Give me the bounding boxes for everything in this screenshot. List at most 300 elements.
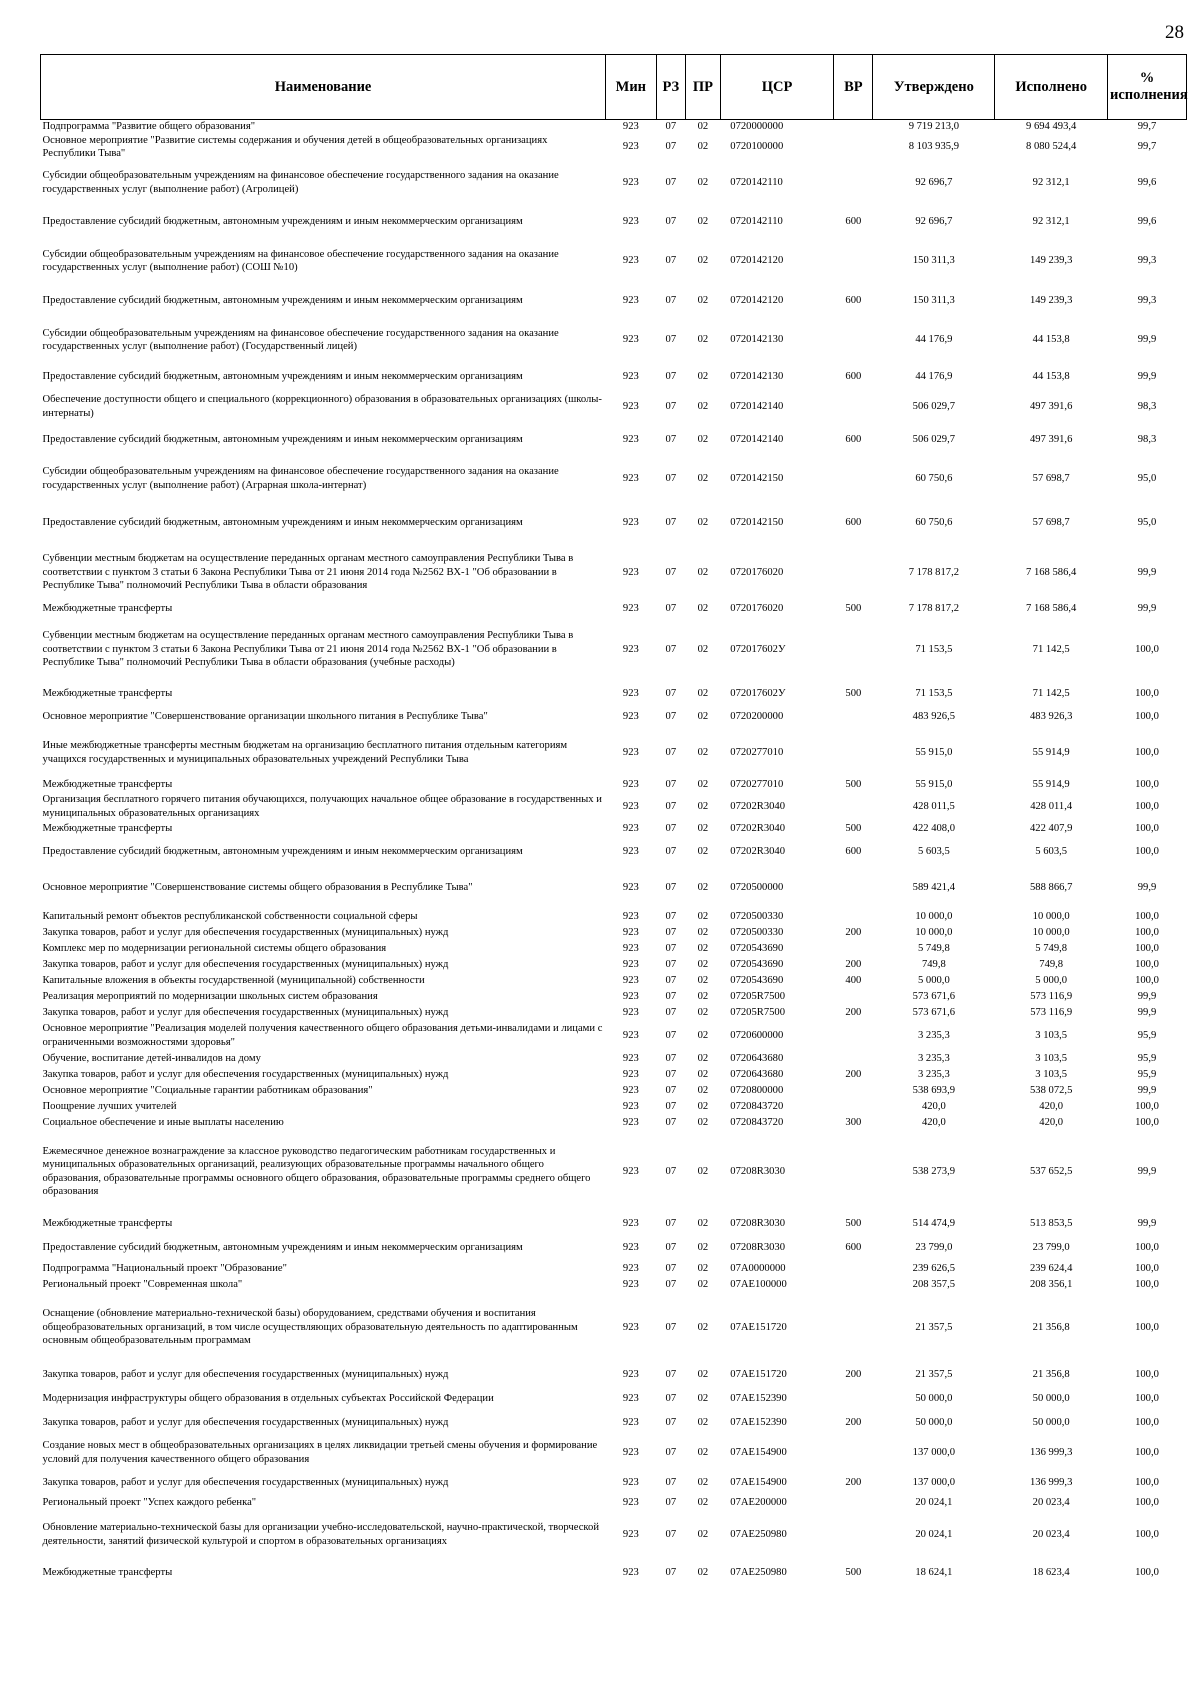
row-percent: 99,9 [1137, 1084, 1157, 1096]
row-percent: 99,3 [1137, 255, 1157, 267]
row-approved: 23 799,0 [915, 1241, 953, 1253]
row-name: Закупка товаров, работ и услуг для обеспечения государственных (муниципальных) нужд [42, 1416, 449, 1428]
row-rz: 07 [665, 176, 677, 188]
row-rz: 07 [665, 643, 677, 655]
row-vr: 600 [845, 516, 862, 528]
row-percent: 99,9 [1137, 1165, 1157, 1177]
row-vr [834, 729, 873, 777]
row-percent: 100,0 [1135, 942, 1159, 954]
row-vr [834, 1099, 873, 1115]
row-pr: 02 [697, 746, 709, 758]
row-percent: 99,6 [1137, 215, 1157, 227]
table-row [41, 867, 1187, 909]
row-min: 923 [622, 974, 639, 986]
row-rz: 07 [665, 1416, 677, 1428]
row-vr: 500 [845, 1566, 862, 1578]
row-csr: 07AE154900 [730, 1476, 787, 1488]
row-approved: 137 000,0 [912, 1446, 956, 1458]
table-row [41, 1021, 1187, 1051]
row-csr: 0720843720 [730, 1100, 784, 1112]
row-name: Региональный проект "Успех каждого ребенка" [42, 1496, 257, 1508]
row-pr: 02 [697, 926, 709, 938]
row-percent: 100,0 [1135, 746, 1159, 758]
row-pr: 02 [697, 710, 709, 722]
row-min: 923 [622, 433, 639, 445]
row-executed: 20 023,4 [1032, 1496, 1070, 1508]
row-vr: 600 [845, 215, 862, 227]
row-pr: 02 [697, 1368, 709, 1380]
row-rz: 07 [665, 746, 677, 758]
row-csr: 07208R3030 [730, 1241, 786, 1253]
row-vr [834, 793, 873, 821]
row-min: 923 [622, 121, 639, 132]
table-row [41, 318, 1187, 363]
row-pr: 02 [697, 1262, 709, 1274]
table-row [41, 821, 1187, 837]
row-approved: 55 915,0 [915, 746, 953, 758]
header-approved: Утверждено [873, 55, 995, 120]
row-csr: 072017602У [730, 643, 786, 655]
row-csr: 0720142110 [730, 215, 783, 227]
row-name: Межбюджетные трансферты [42, 687, 173, 699]
row-csr: 0720142110 [730, 176, 783, 188]
row-min: 923 [622, 1496, 639, 1508]
row-vr [834, 161, 873, 205]
row-min: 923 [622, 566, 639, 578]
row-min: 923 [622, 822, 639, 834]
row-approved: 506 029,7 [912, 400, 956, 412]
row-approved: 3 235,3 [917, 1068, 950, 1080]
row-pr: 02 [697, 1116, 709, 1128]
row-vr [834, 1083, 873, 1099]
row-approved: 239 626,5 [912, 1262, 956, 1274]
row-executed: 7 168 586,4 [1026, 566, 1077, 578]
table-row [41, 909, 1187, 925]
row-executed: 149 239,3 [1030, 255, 1073, 267]
table-row [41, 925, 1187, 941]
row-rz: 07 [665, 881, 677, 893]
row-csr: 0720543690 [730, 974, 784, 986]
row-min: 923 [622, 176, 639, 188]
row-rz: 07 [665, 566, 677, 578]
row-vr [834, 617, 873, 683]
table-body [41, 120, 1187, 1587]
row-name: Социальное обеспечение и иные выплаты населению [42, 1116, 284, 1128]
row-csr: 0720142120 [730, 255, 784, 267]
row-name: Предоставление субсидий бюджетным, автономным учреждениям и иным некоммерческим организациям [42, 1241, 523, 1253]
row-rz: 07 [665, 1100, 677, 1112]
row-vr [834, 120, 873, 134]
row-name: Предоставление субсидий бюджетным, автономным учреждениям и иным некоммерческим организациям [42, 370, 523, 382]
row-vr: 600 [845, 294, 862, 306]
table-row [41, 1495, 1187, 1511]
table-row [41, 120, 1187, 134]
row-percent: 100,0 [1135, 1262, 1159, 1274]
row-percent: 99,9 [1137, 1217, 1157, 1229]
row-csr: 0720643680 [730, 1052, 784, 1064]
row-vr: 200 [845, 1006, 862, 1018]
row-pr: 02 [697, 990, 709, 1002]
row-name: Обучение, воспитание детей-инвалидов на дому [42, 1052, 261, 1064]
row-csr: 0720500330 [730, 910, 784, 922]
row-approved: 10 000,0 [915, 910, 953, 922]
row-csr: 07AE151720 [730, 1368, 787, 1380]
row-pr: 02 [697, 141, 709, 153]
table-row [41, 1083, 1187, 1099]
row-name: Субсидии общеобразовательным учреждениям на финансовое обеспечение государственного задания на оказание государственных услуг (выполнение работ) (Аграрная школа-интернат) [42, 466, 559, 491]
row-min: 923 [622, 1165, 639, 1177]
row-csr: 07A0000000 [730, 1262, 786, 1274]
table-row [41, 1277, 1187, 1293]
table-row [41, 1411, 1187, 1435]
row-vr [834, 457, 873, 501]
row-executed: 71 142,5 [1032, 643, 1070, 655]
row-rz: 07 [665, 141, 677, 153]
row-pr: 02 [697, 215, 709, 227]
row-executed: 10 000,0 [1032, 926, 1070, 938]
row-vr: 600 [845, 1241, 862, 1253]
row-executed: 538 072,5 [1030, 1084, 1073, 1096]
row-rz: 07 [665, 1278, 677, 1290]
row-approved: 92 696,7 [915, 176, 953, 188]
table-row [41, 239, 1187, 284]
row-min: 923 [622, 472, 639, 484]
row-executed: 208 356,1 [1030, 1278, 1073, 1290]
row-approved: 60 750,6 [915, 472, 953, 484]
row-vr [834, 1435, 873, 1471]
row-approved: 50 000,0 [915, 1416, 953, 1428]
row-pr: 02 [697, 643, 709, 655]
row-approved: 5 000,0 [917, 974, 950, 986]
row-name: Межбюджетные трансферты [42, 602, 173, 614]
row-executed: 3 103,5 [1035, 1068, 1068, 1080]
row-executed: 21 356,8 [1032, 1321, 1070, 1333]
row-csr: 07202R3040 [730, 822, 786, 834]
row-percent: 100,0 [1135, 1368, 1159, 1380]
row-pr: 02 [697, 822, 709, 834]
row-csr: 07205R7500 [730, 990, 786, 1002]
row-executed: 9 694 493,4 [1026, 121, 1077, 132]
row-approved: 20 024,1 [915, 1528, 953, 1540]
row-percent: 100,0 [1135, 926, 1159, 938]
row-executed: 57 698,7 [1032, 516, 1070, 528]
row-percent: 100,0 [1135, 1528, 1159, 1540]
row-approved: 7 178 817,2 [908, 566, 960, 578]
row-min: 923 [622, 643, 639, 655]
row-min: 923 [622, 845, 639, 857]
row-min: 923 [622, 1052, 639, 1064]
row-pr: 02 [697, 1100, 709, 1112]
row-vr: 500 [845, 602, 862, 614]
row-approved: 50 000,0 [915, 1392, 953, 1404]
row-percent: 98,3 [1137, 433, 1157, 445]
row-pr: 02 [697, 910, 709, 922]
row-min: 923 [622, 1416, 639, 1428]
row-percent: 99,9 [1137, 1006, 1157, 1018]
table-row [41, 957, 1187, 973]
row-percent: 95,0 [1137, 472, 1157, 484]
row-csr: 0720543690 [730, 958, 784, 970]
row-pr: 02 [697, 566, 709, 578]
row-name: Капитальный ремонт объектов республиканской собственности социальной сферы [42, 910, 418, 922]
row-csr: 07AE151720 [730, 1321, 787, 1333]
row-min: 923 [622, 516, 639, 528]
row-name: Закупка товаров, работ и услуг для обеспечения государственных (муниципальных) нужд [42, 1476, 449, 1488]
header-percent: % исполнения [1107, 55, 1186, 120]
row-vr [834, 1293, 873, 1363]
row-approved: 20 024,1 [915, 1496, 953, 1508]
row-min: 923 [622, 1446, 639, 1458]
row-pr: 02 [697, 1446, 709, 1458]
row-rz: 07 [665, 1052, 677, 1064]
row-min: 923 [622, 1116, 639, 1128]
row-percent: 100,0 [1135, 1100, 1159, 1112]
table-row [41, 545, 1187, 601]
row-name: Закупка товаров, работ и услуг для обеспечения государственных (муниципальных) нужд [42, 926, 449, 938]
row-approved: 55 915,0 [915, 778, 953, 790]
row-min: 923 [622, 710, 639, 722]
row-approved: 44 176,9 [915, 334, 953, 346]
row-approved: 3 235,3 [917, 1052, 950, 1064]
row-name: Основное мероприятие "Социальные гарантии работникам образования" [42, 1084, 373, 1096]
row-csr: 0720800000 [730, 1084, 784, 1096]
row-rz: 07 [665, 687, 677, 699]
table-row [41, 423, 1187, 457]
table-row [41, 1387, 1187, 1411]
row-name: Реализация мероприятий по модернизации школьных систем образования [42, 990, 378, 1002]
row-csr: 07AE152390 [730, 1416, 787, 1428]
table-row [41, 205, 1187, 239]
table-header-row [41, 55, 1187, 120]
row-rz: 07 [665, 1241, 677, 1253]
row-executed: 50 000,0 [1032, 1392, 1070, 1404]
row-pr: 02 [697, 334, 709, 346]
row-min: 923 [622, 1392, 639, 1404]
row-executed: 5 749,8 [1035, 942, 1068, 954]
row-pr: 02 [697, 176, 709, 188]
row-rz: 07 [665, 974, 677, 986]
row-approved: 506 029,7 [912, 433, 956, 445]
row-approved: 3 235,3 [917, 1029, 950, 1041]
row-executed: 55 914,9 [1032, 746, 1070, 758]
row-rz: 07 [665, 926, 677, 938]
table-row [41, 161, 1187, 205]
row-min: 923 [622, 687, 639, 699]
row-name: Модернизация инфраструктуры общего образования в отдельных субъектах Российской Федерации [42, 1392, 494, 1404]
row-min: 923 [622, 800, 639, 812]
row-min: 923 [622, 255, 639, 267]
table-row [41, 617, 1187, 683]
row-min: 923 [622, 1476, 639, 1488]
row-executed: 537 652,5 [1030, 1165, 1073, 1177]
row-executed: 420,0 [1039, 1100, 1064, 1112]
row-rz: 07 [665, 1029, 677, 1041]
row-approved: 21 357,5 [915, 1321, 953, 1333]
row-rz: 07 [665, 1116, 677, 1128]
row-name: Организация бесплатного горячего питания обучающихся, получающих начальное общее образование в государственных и муниципальных образовательных организациях [42, 794, 602, 819]
table-row [41, 1235, 1187, 1261]
row-rz: 07 [665, 822, 677, 834]
row-name: Региональный проект "Современная школа" [42, 1278, 243, 1290]
row-executed: 483 926,3 [1030, 710, 1073, 722]
row-vr: 200 [845, 958, 862, 970]
row-rz: 07 [665, 1528, 677, 1540]
table-row [41, 1435, 1187, 1471]
row-rz: 07 [665, 472, 677, 484]
header-vr: ВР [834, 55, 873, 120]
row-pr: 02 [697, 516, 709, 528]
row-name: Обновление материально-технической базы для организации учебно-исследовательской, научно-практической, творческой деятельности, занятий физической культурой и спортом в образовательных организациях [42, 1522, 600, 1547]
row-executed: 3 103,5 [1035, 1029, 1068, 1041]
table-row [41, 1293, 1187, 1363]
row-pr: 02 [697, 1006, 709, 1018]
row-percent: 100,0 [1135, 800, 1159, 812]
row-executed: 5 000,0 [1035, 974, 1068, 986]
row-min: 923 [622, 215, 639, 227]
row-executed: 497 391,6 [1030, 400, 1073, 412]
row-csr: 0720142130 [730, 370, 784, 382]
row-min: 923 [622, 1262, 639, 1274]
row-approved: 7 178 817,2 [908, 602, 960, 614]
table-row [41, 683, 1187, 705]
row-executed: 136 999,3 [1030, 1476, 1073, 1488]
row-approved: 150 311,3 [912, 294, 955, 306]
row-vr: 500 [845, 778, 862, 790]
row-min: 923 [622, 926, 639, 938]
row-percent: 100,0 [1135, 845, 1159, 857]
row-approved: 150 311,3 [912, 255, 955, 267]
row-approved: 8 103 935,9 [908, 141, 960, 153]
row-rz: 07 [665, 1446, 677, 1458]
row-min: 923 [622, 1241, 639, 1253]
row-executed: 513 853,5 [1030, 1217, 1073, 1229]
row-csr: 0720142130 [730, 334, 784, 346]
row-name: Оснащение (обновление материально-технической базы) оборудованием, средствами обучения и воспитания общеобразовательных организаций, в том числе осуществляющих образовательную деятельность по адаптированным основным общеобразовательным программам [42, 1308, 578, 1347]
row-executed: 71 142,5 [1032, 687, 1070, 699]
row-min: 923 [622, 778, 639, 790]
row-rz: 07 [665, 121, 677, 132]
row-executed: 55 914,9 [1032, 778, 1070, 790]
row-rz: 07 [665, 1068, 677, 1080]
row-csr: 07202R3040 [730, 800, 786, 812]
row-percent: 100,0 [1135, 687, 1159, 699]
row-percent: 100,0 [1135, 1496, 1159, 1508]
row-percent: 100,0 [1135, 1116, 1159, 1128]
row-csr: 0720500330 [730, 926, 784, 938]
row-percent: 100,0 [1135, 1566, 1159, 1578]
row-vr: 500 [845, 687, 862, 699]
row-percent: 99,6 [1137, 176, 1157, 188]
row-csr: 07AE152390 [730, 1392, 787, 1404]
row-rz: 07 [665, 215, 677, 227]
row-approved: 71 153,5 [915, 687, 953, 699]
row-rz: 07 [665, 845, 677, 857]
row-vr: 600 [845, 433, 862, 445]
table-row [41, 941, 1187, 957]
row-percent: 95,9 [1137, 1068, 1157, 1080]
row-executed: 10 000,0 [1032, 910, 1070, 922]
table-row [41, 1363, 1187, 1387]
row-csr: 0720200000 [730, 710, 784, 722]
row-vr: 500 [845, 1217, 862, 1229]
row-csr: 0720600000 [730, 1029, 784, 1041]
row-name: Обеспечение доступности общего и специального (коррекционного) образования в образовательных организациях (школы-интернаты) [42, 394, 602, 419]
row-name: Субсидии общеобразовательным учреждениям на финансовое обеспечение государственного задания на оказание государственных услуг (выполнение работ) (СОШ №10) [42, 248, 559, 274]
row-vr: 200 [845, 1476, 862, 1488]
row-min: 923 [622, 881, 639, 893]
table-row [41, 777, 1187, 793]
row-executed: 20 023,4 [1032, 1528, 1070, 1540]
row-min: 923 [622, 1321, 639, 1333]
row-csr: 0720142150 [730, 516, 784, 528]
row-rz: 07 [665, 1476, 677, 1488]
row-name: Основное мероприятие "Развитие системы содержания и обучения детей в общеобразовательных организациях Республики Тыва" [42, 134, 548, 160]
row-name: Межбюджетные трансферты [42, 778, 173, 790]
row-csr: 07AE200000 [730, 1496, 787, 1508]
row-pr: 02 [697, 1029, 709, 1041]
row-name: Основное мероприятие "Реализация моделей получения качественного общего образования детьми-инвалидами и лицами с ограниченными возможностями здоровья" [42, 1023, 603, 1048]
row-vr [834, 1021, 873, 1051]
row-percent: 100,0 [1135, 1476, 1159, 1488]
row-name: Субсидии общеобразовательным учреждениям на финансовое обеспечение государственного задания на оказание государственных услуг (выполнение работ) (Агролицей) [42, 170, 559, 195]
row-approved: 5 603,5 [917, 845, 950, 857]
row-vr [834, 239, 873, 284]
row-percent: 98,3 [1137, 400, 1157, 412]
row-vr [834, 941, 873, 957]
row-rz: 07 [665, 334, 677, 346]
table-row [41, 457, 1187, 501]
row-approved: 483 926,5 [912, 710, 956, 722]
row-min: 923 [622, 370, 639, 382]
row-csr: 0720100000 [730, 141, 784, 153]
row-name: Предоставление субсидий бюджетным, автономным учреждениям и иным некоммерческим организациям [42, 294, 523, 306]
row-pr: 02 [697, 1217, 709, 1229]
row-executed: 7 168 586,4 [1026, 602, 1077, 614]
row-csr: 0720176020 [730, 566, 784, 578]
row-executed: 749,8 [1039, 958, 1064, 970]
row-pr: 02 [697, 1496, 709, 1508]
row-percent: 99,3 [1137, 294, 1157, 306]
row-percent: 99,9 [1137, 881, 1157, 893]
row-rz: 07 [665, 1006, 677, 1018]
row-pr: 02 [697, 1476, 709, 1488]
row-executed: 50 000,0 [1032, 1416, 1070, 1428]
row-executed: 92 312,1 [1032, 215, 1070, 227]
header-executed: Исполнено [995, 55, 1108, 120]
table-row [41, 793, 1187, 821]
table-row [41, 1115, 1187, 1131]
row-vr: 200 [845, 1368, 862, 1380]
row-pr: 02 [697, 1165, 709, 1177]
row-csr: 072017602У [730, 687, 786, 699]
table-row [41, 837, 1187, 867]
row-percent: 95,0 [1137, 516, 1157, 528]
row-csr: 07AE250980 [730, 1566, 787, 1578]
row-executed: 149 239,3 [1030, 294, 1073, 306]
row-approved: 573 671,6 [912, 1006, 956, 1018]
row-rz: 07 [665, 958, 677, 970]
row-min: 923 [622, 990, 639, 1002]
row-vr [834, 545, 873, 601]
row-rz: 07 [665, 370, 677, 382]
row-vr [834, 1051, 873, 1067]
row-executed: 3 103,5 [1035, 1052, 1068, 1064]
row-vr [834, 989, 873, 1005]
row-min: 923 [622, 1068, 639, 1080]
row-executed: 497 391,6 [1030, 433, 1073, 445]
row-csr: 0720277010 [730, 746, 784, 758]
row-executed: 44 153,8 [1032, 334, 1070, 346]
